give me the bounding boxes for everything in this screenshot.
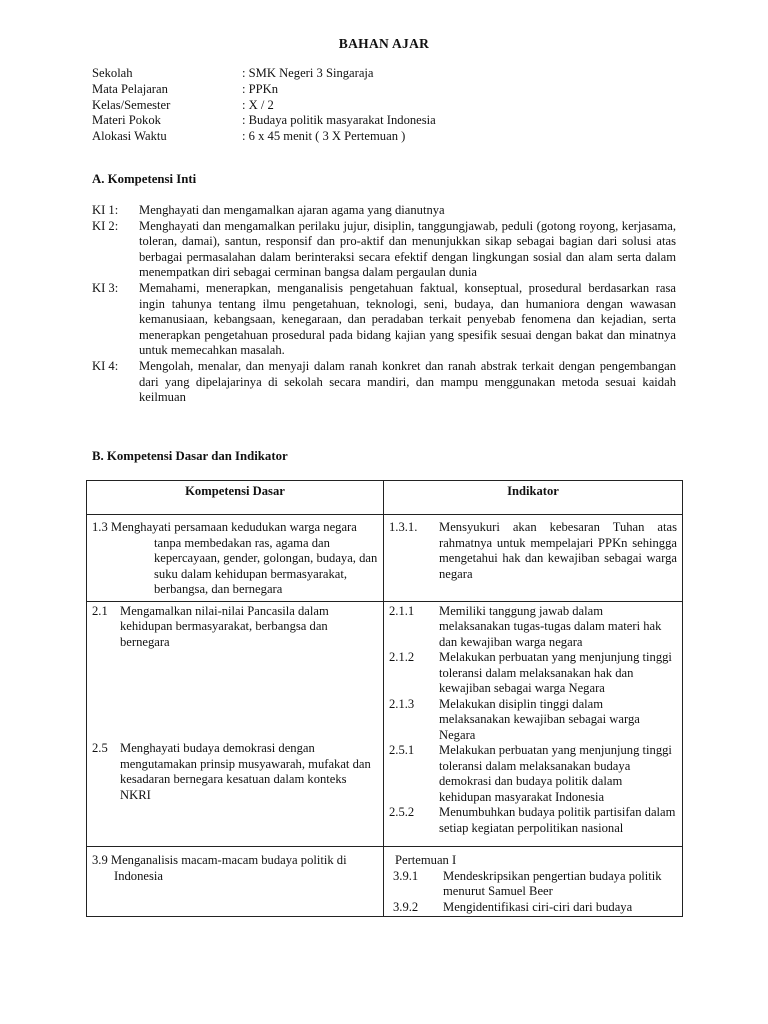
indicator-item (389, 805, 677, 836)
kompetensi-inti-list (92, 203, 676, 406)
identity-block (92, 66, 436, 145)
ki-item (92, 359, 676, 406)
indikator-cell (384, 515, 683, 602)
ki-code: KI 2: (92, 218, 119, 233)
identity-row (92, 113, 436, 129)
indikator-cell (384, 847, 683, 917)
identity-value: : SMK Negeri 3 Singaraja (242, 66, 374, 80)
identity-row (92, 98, 436, 114)
indicator-number: 2.5.2 (389, 805, 415, 819)
indicator-text: Menumbuhkan budaya politik partisifan dalam setiap kegiatan perpolitikan nasional (439, 805, 676, 835)
ki-text: Menghayati dan mengamalkan ajaran agama yang dianutnya (139, 203, 445, 217)
identity-key: Mata Pelajaran (92, 81, 168, 96)
indicator-number: 2.1.3 (389, 696, 415, 711)
indikator-cell (384, 601, 683, 847)
indicator-number: 3.9.2 (393, 899, 419, 914)
kd-item (92, 604, 378, 651)
ki-item (92, 219, 676, 281)
ki-text: Memahami, menerapkan, menganalisis pengetahuan faktual, konseptual, prosedural berdasarkan rasa ingin tahunya tentang ilmu pengetahuan, teknologi, seni, budaya, dan humaniora dengan wawasan kemanusiaan, kebangsaan, kenegaraan, dan peradaban terkait penyebab fenomena dan kejadian, serta menerapkan pengetahuan prosedural pada bidang kajian yang spesifik sesuai dengan bakat dan minatnya untuk memecahkan masalah. (139, 280, 676, 358)
indicator-item (389, 520, 677, 582)
ki-code: KI 4: (92, 358, 119, 373)
table-row (87, 847, 683, 917)
kd-number: 3.9 (92, 853, 111, 867)
kompetensi-table (86, 480, 683, 917)
indicator-item (389, 650, 677, 697)
indicator-number: 2.1.1 (389, 603, 415, 618)
identity-value: : Budaya politik masyarakat Indonesia (242, 113, 436, 128)
kd-cell (87, 847, 384, 917)
identity-row (92, 66, 436, 82)
kd-item-wrap (92, 520, 378, 598)
kd-item (92, 853, 378, 884)
kd-item (92, 741, 378, 803)
indicator-text: Memiliki tanggung jawab dalam melaksanakan tugas-tugas dalam materi hak dan kewajiban warga negara (439, 603, 662, 649)
kd-number: 2.1 (92, 603, 108, 618)
kd-cell (87, 601, 384, 847)
ki-text: Menghayati dan mengamalkan perilaku jujur, disiplin, tanggungjawab, peduli (gotong royong, kerjasama, toleran, damai), santun, responsif dan pro-aktif dan menunjukkan sikap sebagai bagian dari solusi atas berbagai permasalahan dalam berinteraksi secara efektif dengan lingkungan sosial dan alam serta dalam menempatkan diri sebagai cerminan bangsa dalam pergaulan dunia (139, 218, 676, 280)
indicator-number: 3.9.1 (393, 868, 419, 883)
section-heading-b: B. Kompetensi Dasar dan Indikator (92, 449, 288, 463)
identity-value: : PPKn (242, 81, 279, 96)
meeting-label: Pertemuan I (395, 853, 457, 867)
table-header-kd: Kompetensi Dasar (87, 481, 384, 515)
identity-value: : 6 x 45 menit ( 3 X Pertemuan ) (242, 129, 406, 144)
ki-item (92, 281, 676, 359)
indicator-text: Melakukan perbuatan yang menjunjung tinggi toleransi dalam melaksanakan hak dan kewajiban sebagai warga Negara (439, 650, 672, 695)
table-header-indikator: Indikator (384, 481, 683, 515)
ki-item (92, 203, 676, 219)
identity-key: Sekolah (92, 66, 133, 80)
kd-number: 1.3 (92, 520, 111, 534)
identity-key: Kelas/Semester (92, 97, 171, 112)
indicator-item (389, 869, 677, 900)
indicator-number: 2.5.1 (389, 743, 415, 757)
kd-text: Menghayati budaya demokrasi dengan mengutamakan prinsip musyawarah, mufakat dan kesadaran bernegara kesatuan dalam konteks NKRI (120, 741, 371, 802)
kd-number: 2.5 (92, 741, 108, 755)
identity-value: : X / 2 (242, 97, 274, 112)
indicator-item (389, 900, 677, 916)
document-title: BAHAN AJAR (338, 36, 430, 51)
table-row (87, 515, 683, 602)
identity-row (92, 82, 436, 98)
ki-text: Mengolah, menalar, dan menyaji dalam ranah konkret dan ranah abstrak terkait dengan pengembangan dari yang dipelajarinya di sekolah secara mandiri, dan mampu menggunakan metoda sesuai kaidah keilmuan (139, 358, 676, 405)
indicator-text: Melakukan disiplin tinggi dalam melaksanakan kewajiban sebagai warga Negara (439, 696, 640, 742)
indicator-item (389, 697, 677, 744)
kd-text: Mengamalkan nilai-nilai Pancasila dalam kehidupan bermasyarakat, berbangsa dan bernegara (120, 603, 329, 649)
indicator-text: Mendeskripsikan pengertian budaya politik menurut Samuel Beer (443, 868, 662, 898)
kd-cell (87, 515, 384, 602)
indicator-number: 1.3.1. (389, 520, 418, 534)
indicator-number: 2.1.2 (389, 650, 415, 664)
identity-key: Alokasi Waktu (92, 129, 167, 144)
section-heading-a: A. Kompetensi Inti (92, 172, 197, 186)
table-row (87, 601, 683, 847)
identity-key: Materi Pokok (92, 113, 161, 128)
identity-row (92, 129, 436, 145)
ki-code: KI 1: (92, 203, 119, 217)
kd-spacer (92, 650, 378, 741)
kd-item (92, 520, 378, 598)
indicator-item (389, 604, 677, 651)
indicator-text: Melakukan perbuatan yang menjunjung tinggi toleransi dalam melaksanakan budaya demokrasi dan budaya politik dalam kehidupan masyarakat Indonesia (439, 743, 672, 804)
kd-text: Menghayati persamaan kedudukan warga negara tanpa membedakan ras, agama dan kepercayaan, gender, golongan, budaya, dan suku dalam kehidupan bermasyarakat, berbangsa, dan bernegara (110, 520, 378, 596)
indicator-text: Mengidentifikasi ciri-ciri dari budaya (443, 899, 633, 914)
kd-text: Menganalisis macam-macam budaya politik di Indonesia (110, 853, 347, 883)
indicator-item (389, 743, 677, 805)
table-header-row (87, 481, 683, 515)
ki-code: KI 3: (92, 280, 119, 295)
indicator-text: Mensyukuri akan kebesaran Tuhan atas rahmatnya untuk mempelajari PPKn sehingga mengetahui hak dan kewajiban sebagai warga negara (439, 520, 677, 581)
